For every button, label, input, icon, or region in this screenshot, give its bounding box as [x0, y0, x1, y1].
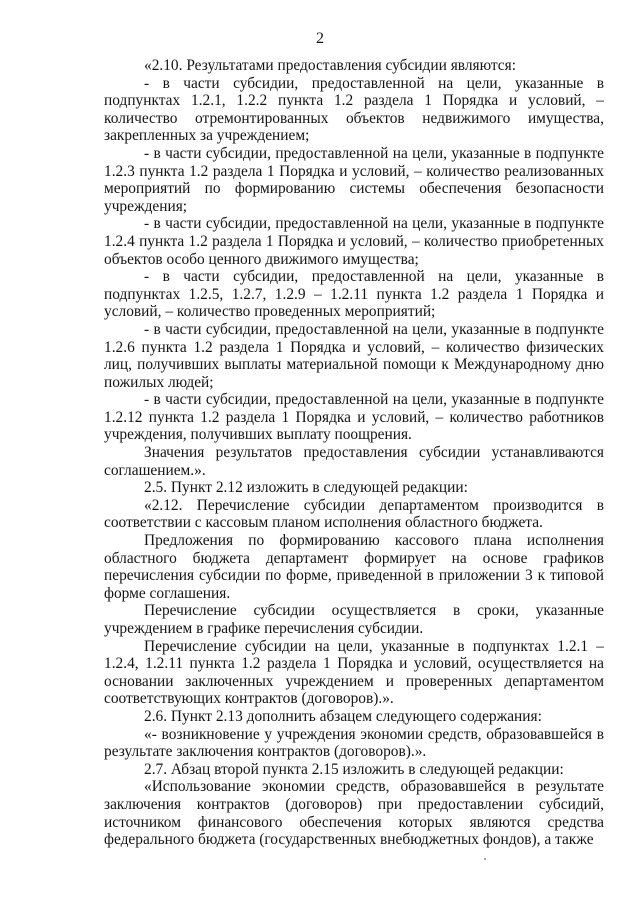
- document-body: [104, 57, 604, 849]
- paragraph-result-property: - в части субсидии, предоставленной на цели, указанные в подпункте 1.2.4 пункта 1.2 раздела 1 Порядка и условий, – количество приобретенных объектов особо ценного движимого имущества;: [104, 215, 604, 268]
- paragraph-result-bonus: - в части субсидии, предоставленной на цели, указанные в подпункте 1.2.12 пункта 1.2 раздела 1 Порядка и условий, – количество работников учреждения, получивших выплату поощрения.: [104, 391, 604, 444]
- paragraph-transfer-contracts: Перечисление субсидии на цели, указанные в подпунктах 1.2.1 – 1.2.4, 1.2.11 пункта 1.2 раздела 1 Порядка и условий, осуществляется на основании заключенных учреждением и проверенных департаментом соответствующих контрактов (договоров).».: [104, 637, 604, 708]
- paragraph-savings-usage: «Использование экономии средств, образовавшейся в результате заключения контрактов (договоров) при предоставлении субсидий, источником финансового обеспечения которых являются средства федерального бюджета (государственных внебюджетных фондов), а также: [104, 778, 604, 849]
- paragraph-result-events: - в части субсидии, предоставленной на цели, указанные в подпунктах 1.2.5, 1.2.7, 1.2.9 – 1.2.11 пункта 1.2 раздела 1 Порядка и условий, – количество проведенных мероприятий;: [104, 268, 604, 321]
- page-number: 2: [316, 30, 324, 47]
- paragraph-2-10-heading: «2.10. Результатами предоставления субсидии являются:: [144, 57, 516, 74]
- paragraph-2-5: 2.5. Пункт 2.12 изложить в следующей редакции:: [144, 479, 468, 497]
- paragraph-savings: «- возникновение у учреждения экономии средств, образовавшейся в результате заключения контрактов (договоров).».: [104, 725, 604, 761]
- scan-speck: [484, 858, 486, 860]
- paragraph-transfer-terms: Перечисление субсидии осуществляется в сроки, указанные учреждением в графике перечисления субсидии.: [104, 602, 604, 637]
- paragraph-2-12: «2.12. Перечисление субсидии департаментом производится в соответствии с кассовым планом исполнения областного бюджета.: [104, 496, 604, 532]
- paragraph-result-aid: - в части субсидии, предоставленной на цели, указанные в подпункте 1.2.6 пункта 1.2 раздела 1 Порядка и условий, – количество физических лиц, получивших выплаты материальной помощи к Международному дню пожилых людей;: [104, 320, 604, 391]
- paragraph-2-7: 2.7. Абзац второй пункта 2.15 изложить в следующей редакции:: [144, 760, 564, 778]
- paragraph-result-security: - в части субсидии, предоставленной на цели, указанные в подпункте 1.2.3 пункта 1.2 раздела 1 Порядка и условий, – количество реализованных мероприятий по формированию системы обеспечения безопасности учреждения;: [104, 144, 604, 215]
- paragraph-result-repair: - в части субсидии, предоставленной на цели, указанные в подпунктах 1.2.1, 1.2.2 пункта 1.2 раздела 1 Порядка и условий, – количество отремонтированных объектов недвижимого имущества, закрепленных за учреждением;: [104, 74, 604, 145]
- paragraph-result-values: Значения результатов предоставления субсидии устанавливаются соглашением.».: [104, 444, 604, 479]
- paragraph-cash-plan: Предложения по формированию кассового плана исполнения областного бюджета департамент формирует на основе графиков перечисления субсидии по форме, приведенной в приложении 3 к типовой форме соглашения.: [104, 532, 604, 602]
- paragraph-2-6: 2.6. Пункт 2.13 дополнить абзацем следующего содержания:: [144, 707, 542, 725]
